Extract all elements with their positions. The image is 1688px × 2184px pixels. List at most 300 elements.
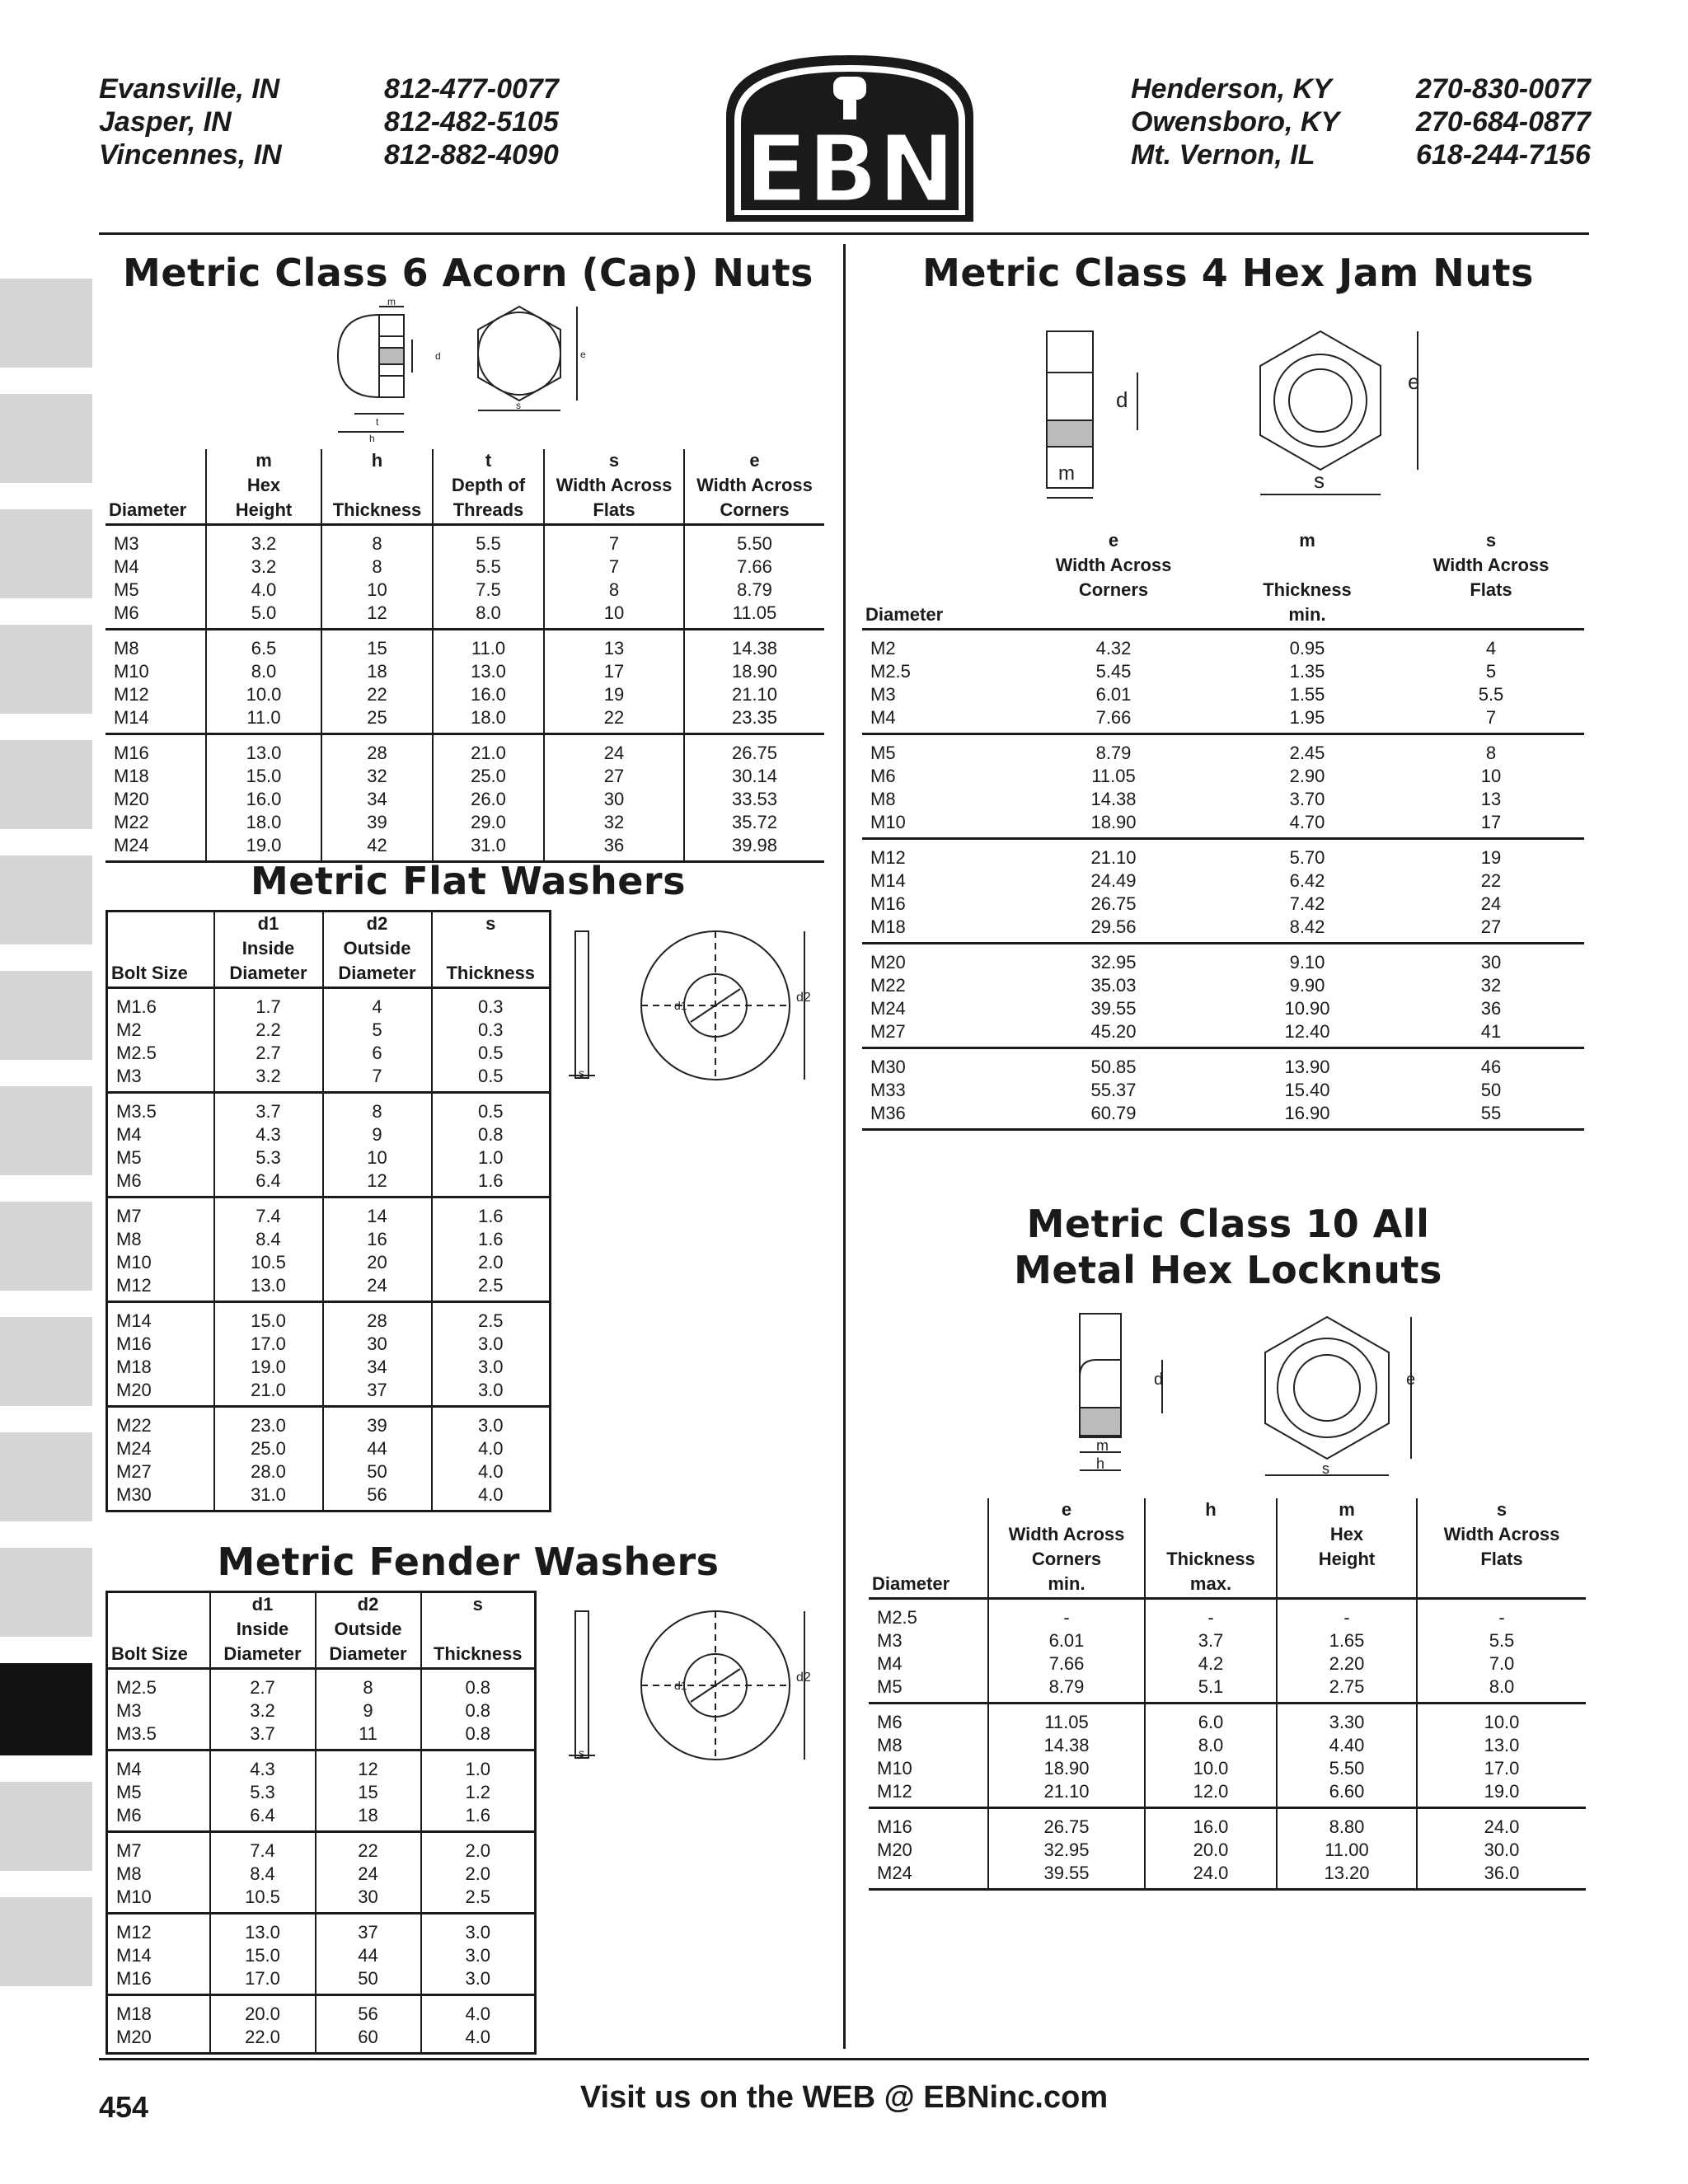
cell-value: 56	[367, 1484, 387, 1505]
cell-value: 60.79	[1090, 1103, 1137, 1123]
table-cell	[1398, 839, 1584, 944]
cell-value: 2.90	[1289, 766, 1325, 786]
acorn-nut-diagram	[330, 298, 593, 443]
table-cell	[544, 734, 684, 862]
column-header: s	[1417, 1498, 1586, 1523]
table-cell	[214, 988, 323, 1093]
cell-value: 50	[358, 1968, 378, 1989]
table-cell	[544, 525, 684, 630]
cell-value: 28	[367, 1310, 387, 1331]
cell-value: 1.2	[465, 1782, 491, 1802]
table-row-group	[862, 734, 1584, 839]
section-tab-active[interactable]	[0, 1663, 92, 1755]
cell-value: 13	[603, 638, 625, 658]
table-cell	[214, 1302, 323, 1407]
column-header	[862, 579, 1010, 603]
cell-value: 17.0	[245, 1968, 280, 1989]
table-cell	[684, 630, 824, 734]
column-header: Diameter	[210, 1643, 316, 1669]
column-header: Thickness	[321, 499, 433, 525]
section-tab[interactable]	[0, 279, 92, 368]
cell-value: 50.85	[1090, 1057, 1137, 1077]
cell-value: M3	[870, 684, 896, 705]
locknuts-table	[869, 1498, 1586, 1891]
cell-value: 12.0	[1193, 1781, 1229, 1802]
cell-value: M22	[870, 975, 906, 996]
table-cell	[316, 1832, 421, 1914]
cell-value: M30	[116, 1484, 152, 1505]
column-header	[869, 1523, 988, 1548]
acorn-title: Metric Class 6 Acorn (Cap) Nuts	[123, 251, 814, 295]
cell-value: 0.8	[465, 1677, 491, 1698]
cell-value: M5	[877, 1676, 903, 1697]
column-header: Flats	[544, 499, 684, 525]
header-row	[869, 1523, 1586, 1548]
column-header	[1010, 603, 1217, 630]
cell-value: 18.0	[471, 707, 506, 728]
label-d2: d2	[796, 1671, 811, 1685]
cell-value: 18.90	[1090, 812, 1137, 832]
cell-value: 5.3	[256, 1147, 281, 1168]
table-cell	[323, 1197, 432, 1302]
label-d1: d1	[674, 1679, 687, 1692]
cell-value: M10	[116, 1886, 152, 1907]
cell-value: 16.90	[1284, 1103, 1330, 1123]
table-cell	[432, 1302, 551, 1407]
table-cell	[1417, 1599, 1586, 1704]
fender-washers-title: Metric Fender Washers	[217, 1540, 720, 1584]
cell-value: M12	[116, 1922, 152, 1943]
cell-value: 10	[367, 579, 387, 600]
cell-value: 24.0	[1193, 1863, 1229, 1883]
locknuts-title-line2: Metal Hex Locknuts	[1014, 1248, 1442, 1292]
column-header: d2	[316, 1592, 421, 1619]
column-header: Corners	[684, 499, 824, 525]
cell-value: -	[1063, 1607, 1070, 1628]
section-tab[interactable]	[0, 740, 92, 829]
table-cell	[210, 1995, 316, 2054]
column-header: s	[544, 449, 684, 474]
column-header: Hex	[206, 474, 321, 499]
table-cell	[1010, 630, 1217, 734]
table-cell	[1398, 630, 1584, 734]
cell-value: M14	[116, 1310, 152, 1331]
phone: 270-684-0877	[1416, 106, 1591, 138]
cell-value: M24	[114, 835, 149, 855]
section-tab[interactable]	[0, 1317, 92, 1406]
cell-value: 20.0	[1193, 1840, 1229, 1860]
table-cell	[323, 988, 432, 1093]
cell-value: 3.7	[1198, 1630, 1224, 1651]
cell-value: 23.35	[731, 707, 778, 728]
locknut-diagram	[1055, 1310, 1442, 1483]
cell-value: 25	[367, 707, 387, 728]
cell-value: 4.3	[250, 1759, 275, 1779]
column-header: Width Across	[684, 474, 824, 499]
table-cell	[107, 1302, 214, 1407]
cell-value: 19	[603, 684, 625, 705]
table-cell	[107, 1750, 210, 1832]
header-row	[862, 529, 1584, 554]
label-d2: d2	[796, 991, 811, 1005]
table-cell	[316, 1669, 421, 1750]
column-header: Width Across	[1417, 1523, 1586, 1548]
ebn-logo	[724, 51, 976, 224]
label-s: s	[579, 1066, 584, 1080]
cell-value: 3.0	[465, 1922, 491, 1943]
cell-value: 7.4	[250, 1840, 275, 1861]
cell-value: M33	[870, 1080, 906, 1100]
table-cell	[107, 1832, 210, 1914]
cell-value: M6	[116, 1170, 142, 1191]
acorn-table	[106, 449, 824, 863]
column-header: Flats	[1417, 1548, 1586, 1572]
table-row-group	[869, 1808, 1586, 1890]
table-cell	[988, 1704, 1145, 1808]
cell-value: M18	[116, 1357, 152, 1377]
column-header	[107, 937, 214, 962]
column-header	[862, 529, 1010, 554]
table-cell	[1145, 1704, 1277, 1808]
column-header	[106, 449, 206, 474]
cell-value: 30	[358, 1886, 378, 1907]
column-header: Diameter	[214, 962, 323, 988]
cell-value: 11	[359, 1723, 377, 1744]
cell-value: 9	[372, 1124, 382, 1145]
section-tab[interactable]	[0, 1782, 92, 1871]
table-row-group	[106, 630, 824, 734]
table-cell	[206, 734, 321, 862]
cell-value: 22	[367, 684, 387, 705]
cell-value: 10.5	[251, 1252, 286, 1272]
cell-value: M8	[870, 789, 896, 809]
cell-value: 10.0	[1193, 1758, 1229, 1779]
cell-value: 1.0	[477, 1147, 504, 1168]
cell-value: M12	[114, 684, 149, 705]
cell-value: 16.0	[246, 789, 282, 809]
column-header: e	[684, 449, 824, 474]
cell-value: M20	[114, 789, 149, 809]
column-header	[1277, 1572, 1417, 1599]
table-row-group	[869, 1704, 1586, 1808]
table-cell	[321, 630, 433, 734]
cell-value: 6.5	[251, 638, 277, 658]
section-tab[interactable]	[0, 1202, 92, 1291]
cell-value: 3.2	[251, 533, 277, 554]
cell-value: -	[1343, 1607, 1350, 1628]
table-cell	[107, 1197, 214, 1302]
table-cell	[214, 1407, 323, 1511]
cell-value: 15	[367, 638, 387, 658]
table-cell	[321, 734, 433, 862]
section-tab[interactable]	[0, 1086, 92, 1175]
table-cell	[869, 1599, 988, 1704]
flat-washers-title: Metric Flat Washers	[251, 859, 686, 903]
city: Mt. Vernon, IL	[1131, 139, 1315, 171]
column-header: d1	[214, 912, 323, 938]
table-cell	[106, 734, 206, 862]
table-row-group	[862, 630, 1584, 734]
table-cell	[433, 630, 544, 734]
cell-value: 1.35	[1289, 661, 1325, 682]
table-cell	[862, 944, 1010, 1048]
cell-value: 8.42	[1289, 916, 1325, 937]
section-tab[interactable]	[0, 625, 92, 714]
table-row-group	[106, 525, 824, 630]
table-cell	[206, 525, 321, 630]
cell-value: M20	[116, 1380, 152, 1400]
column-header: h	[1145, 1498, 1277, 1523]
cell-value: 10.5	[245, 1886, 280, 1907]
cell-value: M7	[116, 1840, 142, 1861]
cell-value: 4.32	[1095, 638, 1132, 658]
column-header	[1217, 554, 1398, 579]
right-city-list	[1131, 73, 1339, 171]
cell-value: 27	[1480, 916, 1502, 937]
cell-value: 7.66	[1095, 707, 1132, 728]
cell-value: 24.0	[1484, 1816, 1520, 1837]
table-cell	[432, 1197, 551, 1302]
cell-value: 29.56	[1090, 916, 1137, 937]
cell-value: 7.4	[256, 1206, 281, 1226]
cell-value: 13.0	[251, 1275, 286, 1296]
table-row-group	[107, 1197, 551, 1302]
table-cell	[1277, 1704, 1417, 1808]
cell-value: 10	[367, 1147, 387, 1168]
cell-value: M3.5	[116, 1101, 157, 1122]
column-header: s	[1485, 530, 1497, 551]
cell-value: 55	[1480, 1103, 1502, 1123]
cell-value: M5	[870, 743, 896, 763]
cell-value: 19.0	[251, 1357, 286, 1377]
cell-value: M22	[114, 812, 149, 832]
cell-value: 6.4	[250, 1805, 275, 1825]
cell-value: M8	[877, 1735, 903, 1755]
phone: 618-244-7156	[1416, 139, 1591, 171]
cell-value: 0.8	[477, 1124, 504, 1145]
cell-value: 8	[1485, 743, 1497, 763]
cell-value: 25.0	[251, 1438, 286, 1459]
cell-value: 11.05	[732, 602, 777, 623]
table-row-group	[107, 1914, 536, 1995]
cell-value: 2.5	[477, 1310, 504, 1331]
cell-value: 44	[358, 1945, 378, 1966]
cell-value: 30	[367, 1333, 387, 1354]
cell-value: 18	[367, 661, 387, 682]
cell-value: 12	[367, 1170, 387, 1191]
cell-value: M7	[116, 1206, 142, 1226]
city: Vincennes, IN	[99, 139, 282, 171]
column-header	[1417, 1572, 1586, 1599]
table-cell	[106, 525, 206, 630]
column-header: min.	[1217, 603, 1398, 630]
cell-value: 11.0	[471, 638, 506, 658]
cell-value: 14	[367, 1206, 387, 1226]
city: Jasper, IN	[99, 106, 232, 138]
column-header: Width Across	[988, 1523, 1145, 1548]
cell-value: M14	[114, 707, 149, 728]
table-row-group	[107, 1832, 536, 1914]
cell-value: 15.40	[1284, 1080, 1330, 1100]
label-h: h	[369, 433, 375, 443]
cell-value: 1.0	[465, 1759, 491, 1779]
cell-value: 1.7	[256, 996, 281, 1017]
column-header: Diameter	[869, 1572, 988, 1599]
cell-value: 5	[372, 1019, 382, 1040]
label-d1: d1	[674, 999, 687, 1012]
column-header	[107, 912, 214, 938]
cell-value: 22	[1480, 870, 1502, 891]
cell-value: 9.10	[1289, 952, 1325, 972]
cell-value: 8	[372, 556, 382, 577]
cell-value: 8	[372, 1101, 382, 1122]
column-header: Diameter	[323, 962, 432, 988]
cell-value: 45.20	[1090, 1021, 1137, 1042]
cell-value: 5.70	[1289, 847, 1325, 868]
cell-value: 19	[1480, 847, 1502, 868]
cell-value: 5.0	[251, 602, 277, 623]
cell-value: 5.5	[1478, 684, 1504, 705]
table-cell	[862, 839, 1010, 944]
cell-value: 11.05	[1091, 766, 1136, 786]
cell-value: 18.90	[1043, 1758, 1090, 1779]
section-tab[interactable]	[0, 971, 92, 1060]
cell-value: 23.0	[251, 1415, 286, 1436]
website-link[interactable]: Visit us on the WEB @ EBNinc.com	[579, 2080, 1109, 2115]
cell-value: 21.0	[471, 743, 506, 763]
column-header	[432, 937, 551, 962]
cell-value: M5	[116, 1782, 142, 1802]
cell-value: 10	[603, 602, 625, 623]
cell-value: 5.50	[737, 533, 772, 554]
column-header: Thickness	[421, 1643, 536, 1669]
column-header: Inside	[210, 1618, 316, 1643]
table-cell	[107, 1407, 214, 1511]
phone: 812-482-5105	[384, 106, 559, 138]
cell-value: 30.14	[731, 766, 778, 786]
cell-value: 36.0	[1484, 1863, 1520, 1883]
table-cell	[862, 630, 1010, 734]
cell-value: 4.0	[477, 1438, 504, 1459]
cell-value: 8.4	[256, 1229, 281, 1249]
cell-value: M10	[870, 812, 906, 832]
section-tab[interactable]	[0, 394, 92, 483]
phone: 812-477-0077	[384, 73, 559, 105]
column-header: m	[1299, 530, 1315, 551]
cell-value: 2.5	[465, 1886, 491, 1907]
table-row-group	[107, 1093, 551, 1197]
cell-value: 24	[603, 743, 625, 763]
footer-rule	[99, 2058, 1589, 2060]
table-cell	[869, 1704, 988, 1808]
cell-value: M6	[870, 766, 896, 786]
cell-value: 39.55	[1043, 1863, 1090, 1883]
cell-value: 21.10	[731, 684, 778, 705]
cell-value: 31.0	[251, 1484, 286, 1505]
section-tab[interactable]	[0, 1548, 92, 1637]
cell-value: 6.0	[1198, 1712, 1224, 1732]
cell-value: 8.79	[737, 579, 772, 600]
cell-value: 6.42	[1289, 870, 1325, 891]
cell-value: 10.0	[246, 684, 282, 705]
table-cell	[1277, 1808, 1417, 1890]
cell-value: 7	[608, 556, 620, 577]
cell-value: M12	[870, 847, 906, 868]
section-tab[interactable]	[0, 1897, 92, 1986]
cell-value: 16.0	[471, 684, 506, 705]
cell-value: 13.90	[1284, 1057, 1330, 1077]
column-header: Width Across	[544, 474, 684, 499]
cell-value: 8.0	[1489, 1676, 1515, 1697]
cell-value: M2	[116, 1019, 142, 1040]
column-header: s	[432, 912, 551, 938]
column-header: Diameter	[106, 499, 206, 525]
cell-value: 4.0	[477, 1484, 504, 1505]
section-tab[interactable]	[0, 509, 92, 598]
header-row	[107, 1592, 536, 1619]
cell-value: 0.95	[1289, 638, 1325, 658]
cell-value: 8	[363, 1677, 373, 1698]
cell-value: 7	[372, 1066, 382, 1086]
cell-value: M6	[116, 1805, 142, 1825]
cell-value: 0.8	[465, 1700, 491, 1721]
section-tab[interactable]	[0, 855, 92, 944]
cell-value: 17.0	[251, 1333, 286, 1354]
cell-value: 34	[367, 1357, 387, 1377]
table-cell	[107, 1995, 210, 2054]
column-header	[421, 1618, 536, 1643]
table-cell	[421, 1750, 536, 1832]
cell-value: M24	[116, 1438, 152, 1459]
table-cell	[1010, 1048, 1217, 1130]
column-header	[107, 1592, 210, 1619]
cell-value: 10.0	[1484, 1712, 1520, 1732]
cell-value: 10	[1480, 766, 1502, 786]
column-header: Threads	[433, 499, 544, 525]
cell-value: 15.0	[251, 1310, 286, 1331]
cell-value: M6	[877, 1712, 903, 1732]
cell-value: 35.72	[731, 812, 778, 832]
cell-value: 1.6	[477, 1229, 504, 1249]
column-header: d1	[210, 1592, 316, 1619]
table-cell	[432, 1407, 551, 1511]
cell-value: 8	[608, 579, 620, 600]
cell-value: 9.90	[1289, 975, 1325, 996]
table-cell	[988, 1808, 1145, 1890]
cell-value: 37	[367, 1380, 387, 1400]
column-header: m	[1277, 1498, 1417, 1523]
table-cell	[684, 734, 824, 862]
cell-value: 4.3	[256, 1124, 281, 1145]
cell-value: 5.3	[250, 1782, 275, 1802]
cell-value: 17	[1480, 812, 1502, 832]
cell-value: 20.0	[245, 2004, 280, 2024]
table-cell	[214, 1093, 323, 1197]
cell-value: 39	[367, 1415, 387, 1436]
table-cell	[684, 525, 824, 630]
column-header: e	[1108, 530, 1119, 551]
flat-washers-table	[106, 910, 551, 1512]
column-header: Inside	[214, 937, 323, 962]
column-divider	[843, 244, 846, 2049]
cell-value: 3.0	[465, 1968, 491, 1989]
cell-value: 6.60	[1329, 1781, 1365, 1802]
phone: 270-830-0077	[1416, 73, 1591, 105]
column-header	[869, 1548, 988, 1572]
cell-value: 60	[358, 2027, 378, 2047]
cell-value: M12	[877, 1781, 912, 1802]
section-tab[interactable]	[0, 1432, 92, 1521]
